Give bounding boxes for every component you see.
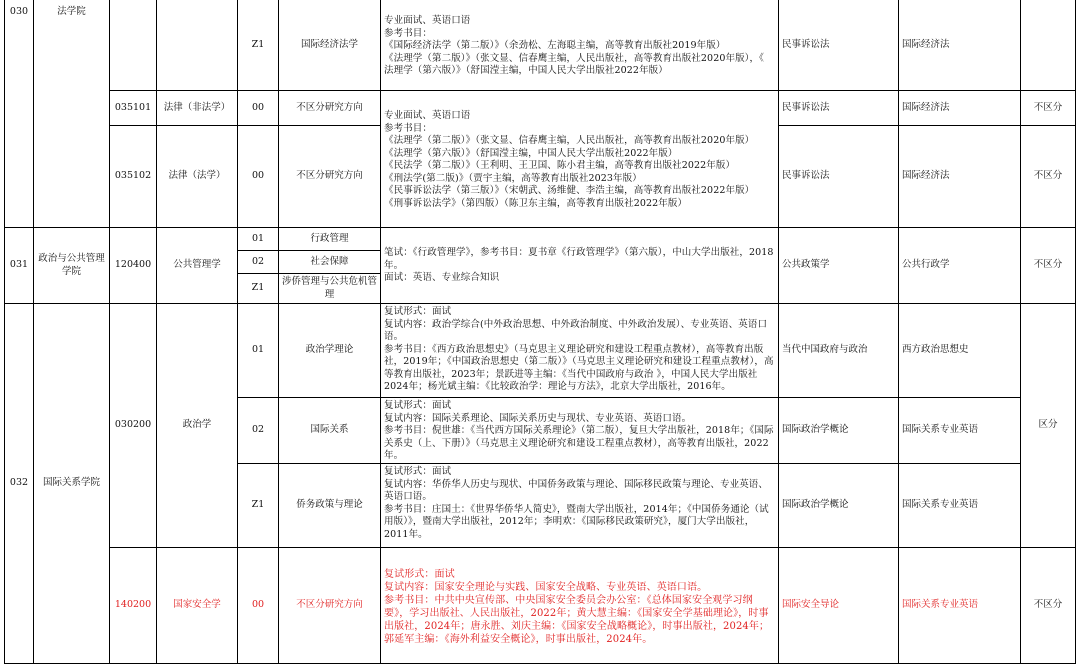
mode-cell: 不区分 bbox=[1020, 227, 1076, 304]
subject2-cell: 国际经济法 bbox=[898, 125, 1021, 228]
major-name-cell: 政治学 bbox=[156, 303, 238, 548]
dept-name-cell: 法学院 bbox=[33, 0, 110, 228]
requirements-cell: 专业面试、英语口语 参考书目： 《法理学（第二版）》（张文显、信春鹰主编，人民出版社，高等教育出版社2020年版） 《法理学（第六版）》（舒国滢主编，中国人民大学出版社2022年版） 《民法学（第二版）》（王利明、王卫国、陈小君主编，高等教育出版社2022年版） 《刑法学(第二版)》（贾宇主编，高等教育出版社2023年版） 《民事诉讼法学（第三版）》（宋朝武、汤维健、李浩主编，高等教育出版社2022年版） 《刑事诉讼法学》（第四版）（陈卫东主编，高等教育出版社2022年版） bbox=[380, 90, 779, 228]
subject1-cell: 民事诉讼法 bbox=[778, 90, 899, 126]
direction-name-cell: 社会保障 bbox=[278, 250, 381, 274]
major-code-cell: 140200 bbox=[109, 547, 157, 664]
requirements-cell: 复试形式：面试 复试内容：国家安全理论与实践、国家安全战略、专业英语、英语口语。 参考书目：中共中央宣传部、中央国家安全委员会办公室：《总体国家安全观学习纲要》，学习出版社、人民出版社，2022年；黄大慧主编：《国家安全学基础理论》，时事出版社，2024年；唐永胜、刘庆主编：《国家安全战略概论》，时事出版社，2024年；郭延军主编：《海外利益安全概论》，时事出版社，2024年。 bbox=[380, 547, 779, 664]
subject2-cell: 国际关系专业英语 bbox=[898, 397, 1021, 464]
requirements-cell: 复试形式：面试 复试内容：国际关系理论、国际关系历史与现状、专业英语、英语口语。 参考书目：倪世雄：《当代西方国际关系理论》（第二版），复旦大学出版社，2018年；《国际关系史（上、下册）》（马克思主义理论研究和建设工程重点教材），高等教育出版社，2022年。 bbox=[380, 397, 779, 464]
direction-code-cell: 00 bbox=[237, 90, 279, 126]
mode-cell bbox=[1020, 0, 1076, 91]
major-code-cell: 035102 bbox=[109, 125, 157, 228]
major-name-cell: 国家安全学 bbox=[156, 547, 238, 664]
subject1-cell: 民事诉讼法 bbox=[778, 0, 899, 91]
mode-cell: 不区分 bbox=[1020, 547, 1076, 664]
major-code-cell: 030200 bbox=[109, 303, 157, 548]
major-code-cell: 035101 bbox=[109, 90, 157, 126]
major-name-cell: 法律（非法学） bbox=[156, 90, 238, 126]
subject1-cell: 国际政治学概论 bbox=[778, 397, 899, 464]
dept-name-cell: 国际关系学院 bbox=[33, 303, 110, 664]
direction-code-cell: Z1 bbox=[237, 273, 279, 304]
direction-code-cell: 00 bbox=[237, 125, 279, 228]
direction-code-cell: 01 bbox=[237, 303, 279, 398]
direction-code-cell: Z1 bbox=[237, 0, 279, 91]
subject1-cell: 民事诉讼法 bbox=[778, 125, 899, 228]
direction-code-cell: 02 bbox=[237, 397, 279, 464]
major-code-cell: 120400 bbox=[109, 227, 157, 304]
subject2-cell: 国际关系专业英语 bbox=[898, 463, 1021, 548]
direction-name-cell: 不区分研究方向 bbox=[278, 90, 381, 126]
major-name-cell: 公共管理学 bbox=[156, 227, 238, 304]
subject2-cell: 国际经济法 bbox=[898, 90, 1021, 126]
direction-name-cell: 不区分研究方向 bbox=[278, 547, 381, 664]
subject2-cell: 国际经济法 bbox=[898, 0, 1021, 91]
subject2-cell: 公共行政学 bbox=[898, 227, 1021, 304]
subject2-cell: 国际关系专业英语 bbox=[898, 547, 1021, 664]
mode-cell: 不区分 bbox=[1020, 125, 1076, 228]
major-name-cell: 法律（法学） bbox=[156, 125, 238, 228]
direction-name-cell: 国际关系 bbox=[278, 397, 381, 464]
requirements-cell: 专业面试、英语口语 参考书目： 《国际经济法学（第二版）》（余劲松、左海聪主编，高等教育出版社2019年版） 《法理学（第二版）》（张文显、信春鹰主编，人民出版社，高等教育出版社2020年版），《 法理学（第六版）》（舒国滢主编，中国人民大学出版社2022年版） bbox=[380, 0, 779, 91]
direction-code-cell: 02 bbox=[237, 250, 279, 274]
subject2-cell: 西方政治思想史 bbox=[898, 303, 1021, 398]
direction-name-cell: 侨务政策与理论 bbox=[278, 463, 381, 548]
dept-code-cell: 032 bbox=[4, 303, 34, 664]
subject1-cell: 国际政治学概论 bbox=[778, 463, 899, 548]
requirements-cell: 复试形式：面试 复试内容：政治学综合(中外政治思想、中外政治制度、中外政治发展）、专业英语、英语口语。 参考书目：《西方政治思想史》（马克思主义理论研究和建设工程重点教材），高等教育出版社，2019年；《中国政治思想史（第二版）》（马克思主义理论研究和建设工程重点教材），高等教育出版社，2023年；景跃进等主编：《当代中国政府与政治 》，中国人民大学出版社2024年；杨光斌主编：《比较政治学：理论与方法》，北京大学出版社，2016年。 bbox=[380, 303, 779, 398]
direction-code-cell: Z1 bbox=[237, 463, 279, 548]
direction-name-cell: 不区分研究方向 bbox=[278, 125, 381, 228]
major-code-cell bbox=[109, 0, 157, 91]
direction-code-cell: 01 bbox=[237, 227, 279, 251]
subject1-cell: 国际安全导论 bbox=[778, 547, 899, 664]
mode-cell: 区分 bbox=[1020, 303, 1076, 548]
major-name-cell bbox=[156, 0, 238, 91]
requirements-cell: 笔试：《行政管理学》，参考书目：夏书章《行政管理学》（第六版），中山大学出版社，2018年。 面试：英语、专业综合知识 bbox=[380, 227, 779, 304]
direction-name-cell: 政治学理论 bbox=[278, 303, 381, 398]
subject1-cell: 公共政策学 bbox=[778, 227, 899, 304]
mode-cell: 不区分 bbox=[1020, 90, 1076, 126]
direction-code-cell: 00 bbox=[237, 547, 279, 664]
requirements-cell: 复试形式：面试 复试内容：华侨华人历史与现状、中国侨务政策与理论、国际移民政策与理论、专业英语、英语口语。 参考书目：庄国土：《世界华侨华人简史》，暨南大学出版社，2014年；《中国侨务通论（试用版）》，暨南大学出版社，2012年；李明欢：《国际移民政策研究》，厦门大学出版社，2011年。 bbox=[380, 463, 779, 548]
direction-name-cell: 行政管理 bbox=[278, 227, 381, 251]
dept-name-cell: 政治与公共管理学院 bbox=[33, 227, 110, 304]
dept-code-cell: 030 bbox=[4, 0, 34, 228]
dept-code-cell: 031 bbox=[4, 227, 34, 304]
direction-name-cell: 涉侨管理与公共危机管理 bbox=[278, 273, 381, 304]
subject1-cell: 当代中国政府与政治 bbox=[778, 303, 899, 398]
direction-name-cell: 国际经济法学 bbox=[278, 0, 381, 91]
